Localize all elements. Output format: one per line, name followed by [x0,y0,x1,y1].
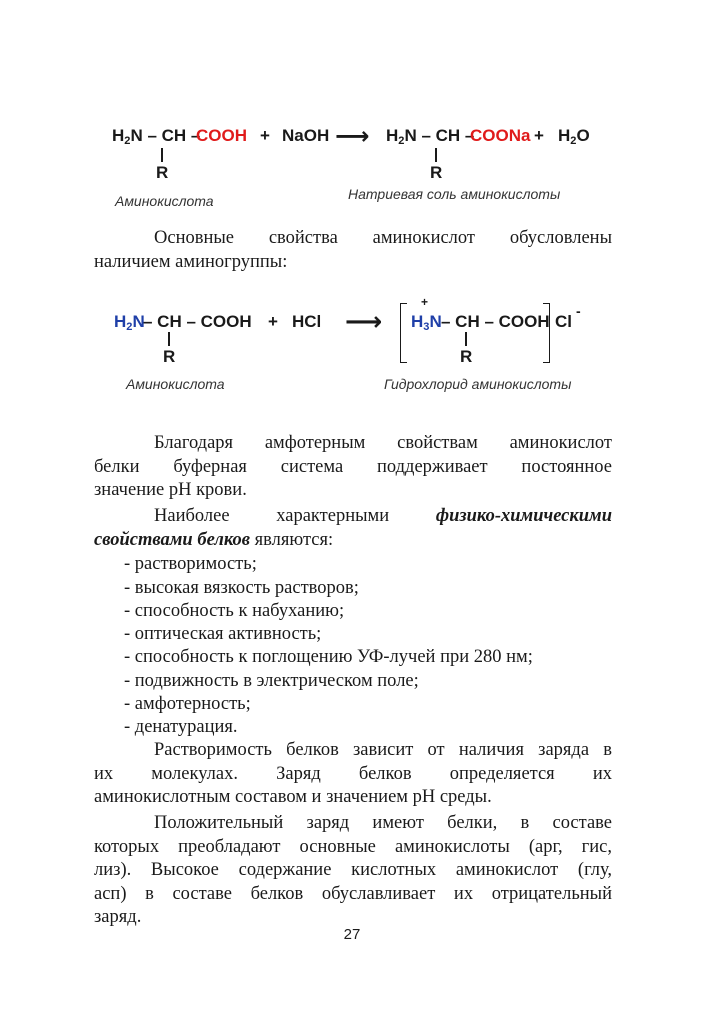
eq1-product-amine: $H_2N$ – CH – [386,126,475,147]
page-number: 27 [343,926,361,943]
para5-line5: заряд. [94,907,142,927]
para3-line1: Наиболее характерными физико-химическими [154,506,612,526]
eq1-reactant-amine: $H_2N$ – CH – [112,126,201,147]
eq1-bond-right [435,148,437,162]
eq2-reactant-rest: – CH – COOH [143,312,252,331]
eq1-caption-left: Аминокислота [115,193,214,209]
eq1-r-left: R [156,163,169,182]
para5-line1: Положительный заряд имеют белки, в составе [154,813,612,833]
para4-line2: их молекулах. Заряд белков определяется их [94,763,612,784]
list-item: - подвижность в электрическом поле; [124,671,419,691]
eq2-bracket-right [543,303,550,363]
para2-line3: значение рН крови. [94,480,247,500]
para3-line2: свойствами белков являются: [94,529,334,550]
eq2-bracket-left [400,303,407,363]
eq1-caption-right: Натриевая соль аминокислоты [348,186,561,202]
eq2-chloride: Cl [555,312,572,331]
eq2-bond-right [465,332,467,346]
eq2-caption-left: Аминокислота [126,376,225,392]
eq2-r-left: R [163,347,176,366]
paragraph-basic-properties [94,227,612,274]
eq2-plus: + [268,312,278,331]
eq1-arrow: ⟶ [335,123,370,150]
para1-line1: Основные свойства аминокислот обусловлены [154,228,612,248]
eq2-arrow: ⟶ [345,306,383,336]
list-item: - оптическая активность; [124,624,322,644]
eq1-product-coona: COONa [470,126,531,145]
para5-line2: которых преобладают основные аминокислоты (арг, гис, [94,836,612,857]
paragraph-protein-charge [94,812,612,930]
eq2-product-rest: – CH – COOH [441,312,550,331]
para1-line2: наличием аминогруппы: [94,251,288,272]
eq2-reactant-amine: $H_2N$ [114,312,145,333]
list-item: - денатурация. [124,717,238,737]
eq1-bond-left [161,148,163,162]
list-item: - способность к поглощению УФ-лучей при 280 нм; [124,647,533,667]
eq2-hcl: HCl [292,312,322,331]
eq1-naoh: NaOH [282,126,330,145]
para4-line1: Растворимость белков зависит от наличия заряда в [154,740,612,760]
eq2-caption-right: Гидрохлорид аминокислоты [384,376,572,392]
paragraph-physchem-properties [94,505,612,552]
paragraph-amphoteric [94,432,612,503]
list-item: - способность к набуханию; [124,601,345,621]
eq1-plus-2: + [534,126,544,145]
paragraph-solubility [94,739,612,810]
eq1-plus-1: + [260,126,270,145]
eq2-r-right: R [460,347,473,366]
para2-line1: Благодаря амфотерным свойствам аминокислот [154,433,612,453]
list-item: - высокая вязкость растворов; [124,578,359,598]
para5-line3: лиз). Высокое содержание кислотных аминокислот (глу, [94,860,612,880]
eq1-reactant-carboxyl: COOH [196,126,247,145]
eq2-charge-minus: - [576,303,581,319]
list-item: - растворимость; [124,554,257,574]
para5-line4: асп) в составе белков обуславливает их отрицательный [94,883,612,904]
eq2-charge-plus: + [421,295,429,309]
eq1-r-right: R [430,163,443,182]
para4-line3: аминокислотным составом и значением рН среды. [94,787,492,807]
para2-line2: белки буферная система поддерживает постоянное [94,456,612,477]
eq1-water: $H_2O$ [558,126,590,147]
list-item: - амфотерность; [124,694,251,714]
eq2-bond-left [168,332,170,346]
eq2-product-ammonium: $H_3N$ [411,312,442,333]
